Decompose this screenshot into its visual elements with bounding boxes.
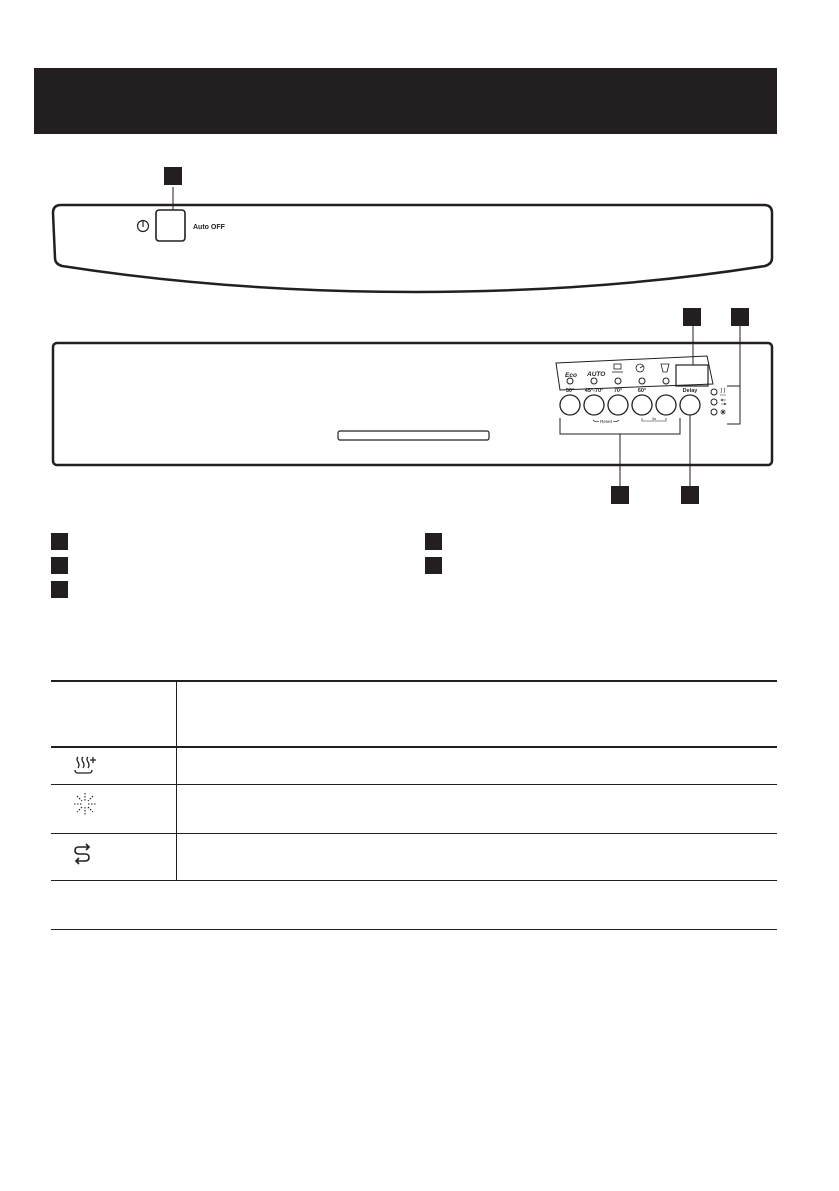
button-temp-45-70 [584, 395, 604, 415]
callout-marker-2 [683, 308, 701, 326]
callout-marker-1 [164, 167, 182, 185]
legend-marker-4 [425, 533, 442, 550]
legend-marker-3 [51, 581, 68, 598]
extra-dry-small-icon [720, 388, 726, 395]
pots-program-icon [612, 364, 623, 372]
temp-label-45-70: 45°-70° [584, 388, 604, 394]
reset-label: Reset [600, 419, 612, 424]
three-second-label: 3s [651, 416, 657, 421]
program-eco-label: Eco [565, 372, 577, 379]
salt-small-icon [721, 399, 726, 405]
rinse-aid-small-icon [720, 409, 726, 415]
door-handle-slot [338, 431, 489, 440]
salt-refill-icon [73, 841, 93, 865]
table-cell-description [177, 785, 778, 834]
button-temp-60 [632, 395, 652, 415]
program-display-area [556, 356, 713, 390]
table-row [51, 834, 777, 881]
status-indicator-leds [711, 389, 717, 415]
extra-dry-icon [73, 756, 97, 776]
on-off-button [156, 210, 185, 241]
auto-off-label: Auto OFF [193, 224, 225, 231]
callout-marker-4 [611, 486, 629, 504]
button-option [656, 395, 676, 415]
footer-divider [51, 929, 777, 930]
power-icon [138, 221, 149, 232]
table-cell-description [177, 834, 778, 881]
control-panel-diagram [0, 0, 839, 520]
program-indicator-leds [567, 378, 669, 384]
button-temp-50 [560, 395, 580, 415]
table-row [51, 785, 777, 834]
bottom-panel-outline [53, 343, 772, 465]
temp-label-60: 60° [637, 388, 647, 394]
table-header-cell-icon [51, 681, 177, 747]
callout-line-4 [560, 418, 680, 486]
program-auto-label: AUTO [587, 371, 606, 378]
delay-label: Delay [682, 388, 698, 394]
legend-marker-5 [425, 557, 442, 574]
table-row [51, 747, 777, 785]
legend-marker-2 [51, 557, 68, 574]
legend-marker-1 [51, 533, 68, 550]
temp-label-50: 50° [565, 388, 575, 394]
callout-marker-5 [681, 486, 699, 504]
callout-line-3 [727, 326, 740, 424]
indicator-table [51, 680, 777, 881]
button-temp-70 [608, 395, 628, 415]
rinse-aid-icon [73, 792, 97, 816]
time-display [676, 365, 708, 386]
quick-wash-program-icon [636, 364, 644, 372]
table-cell-description [177, 747, 778, 785]
table-header-cell-description [177, 681, 778, 747]
callout-marker-3 [731, 308, 749, 326]
temp-label-70: 70° [613, 388, 623, 394]
glass-program-icon [661, 364, 669, 372]
button-delay [680, 395, 700, 415]
table-header-row [51, 681, 777, 747]
